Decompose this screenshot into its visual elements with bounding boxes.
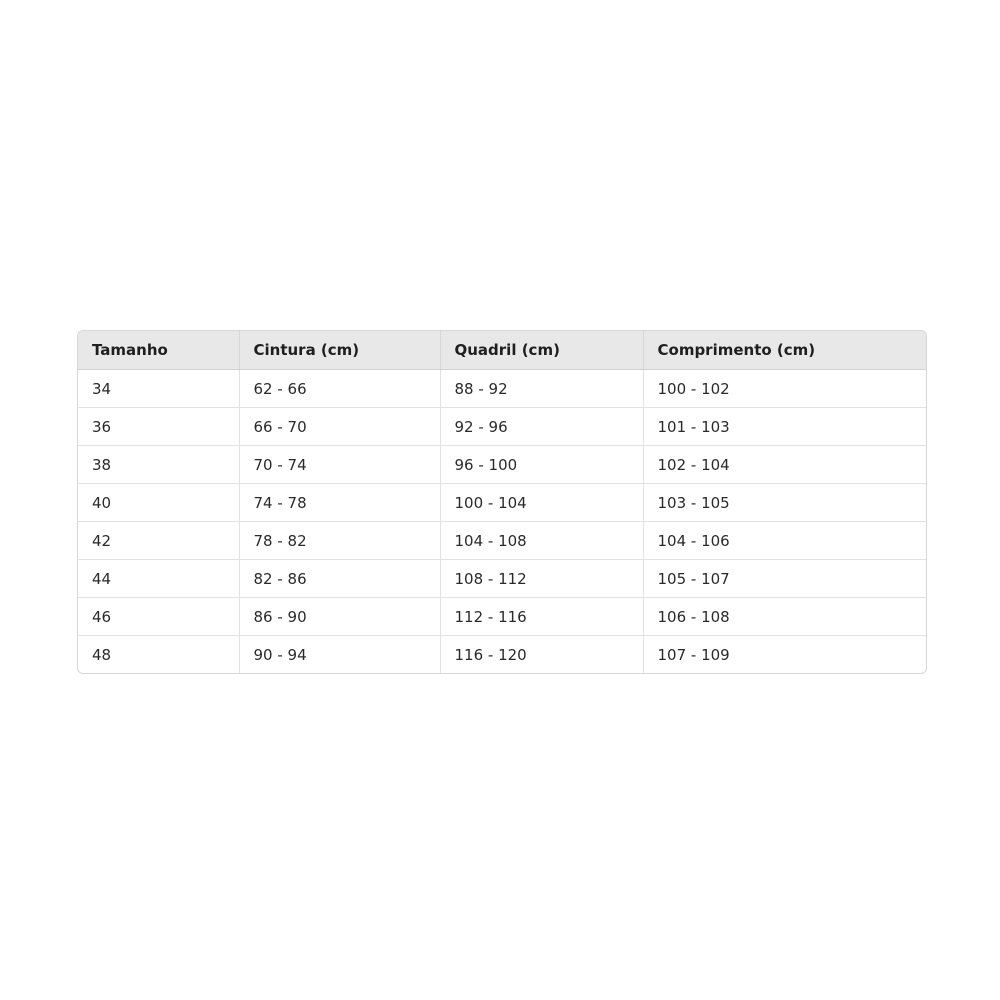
cell-comprimento: 103 - 105 <box>643 484 926 522</box>
header-cintura: Cintura (cm) <box>239 331 440 370</box>
cell-comprimento: 106 - 108 <box>643 598 926 636</box>
cell-comprimento: 104 - 106 <box>643 522 926 560</box>
cell-tamanho: 46 <box>78 598 239 636</box>
table-row <box>78 446 926 484</box>
size-table <box>78 331 926 673</box>
cell-tamanho: 44 <box>78 560 239 598</box>
table-row <box>78 408 926 446</box>
header-quadril: Quadril (cm) <box>440 331 643 370</box>
table-row <box>78 522 926 560</box>
cell-cintura: 74 - 78 <box>239 484 440 522</box>
header-row <box>78 331 926 370</box>
cell-cintura: 66 - 70 <box>239 408 440 446</box>
cell-cintura: 78 - 82 <box>239 522 440 560</box>
cell-tamanho: 38 <box>78 446 239 484</box>
cell-quadril: 108 - 112 <box>440 560 643 598</box>
cell-quadril: 88 - 92 <box>440 370 643 408</box>
cell-cintura: 82 - 86 <box>239 560 440 598</box>
table-body <box>78 370 926 674</box>
cell-comprimento: 100 - 102 <box>643 370 926 408</box>
cell-tamanho: 42 <box>78 522 239 560</box>
table-row <box>78 560 926 598</box>
header-comprimento: Comprimento (cm) <box>643 331 926 370</box>
cell-comprimento: 107 - 109 <box>657 645 730 664</box>
cell-quadril: 116 - 120 <box>440 636 643 674</box>
cell-cintura: 70 - 74 <box>239 446 440 484</box>
cell-cintura: 90 - 94 <box>239 636 440 674</box>
cell-cintura: 62 - 66 <box>239 370 440 408</box>
cell-quadril: 92 - 96 <box>440 408 643 446</box>
cell-tamanho: 40 <box>78 484 239 522</box>
cell-tamanho: 36 <box>78 408 239 446</box>
cell-tamanho: 34 <box>78 370 239 408</box>
table-row <box>78 636 926 674</box>
cell-quadril: 112 - 116 <box>440 598 643 636</box>
cell-comprimento: 102 - 104 <box>643 446 926 484</box>
cell-quadril: 104 - 108 <box>440 522 643 560</box>
size-chart-table <box>77 330 927 674</box>
table-row <box>78 484 926 522</box>
cell-quadril: 100 - 104 <box>440 484 643 522</box>
table-header <box>78 331 926 370</box>
table-row <box>78 598 926 636</box>
cell-comprimento: 105 - 107 <box>643 560 926 598</box>
cell-comprimento: 101 - 103 <box>643 408 926 446</box>
header-tamanho: Tamanho <box>78 331 239 370</box>
cell-cintura: 86 - 90 <box>239 598 440 636</box>
table-row <box>78 370 926 408</box>
cell-quadril: 96 - 100 <box>440 446 643 484</box>
cell-tamanho: 48 <box>78 636 239 674</box>
